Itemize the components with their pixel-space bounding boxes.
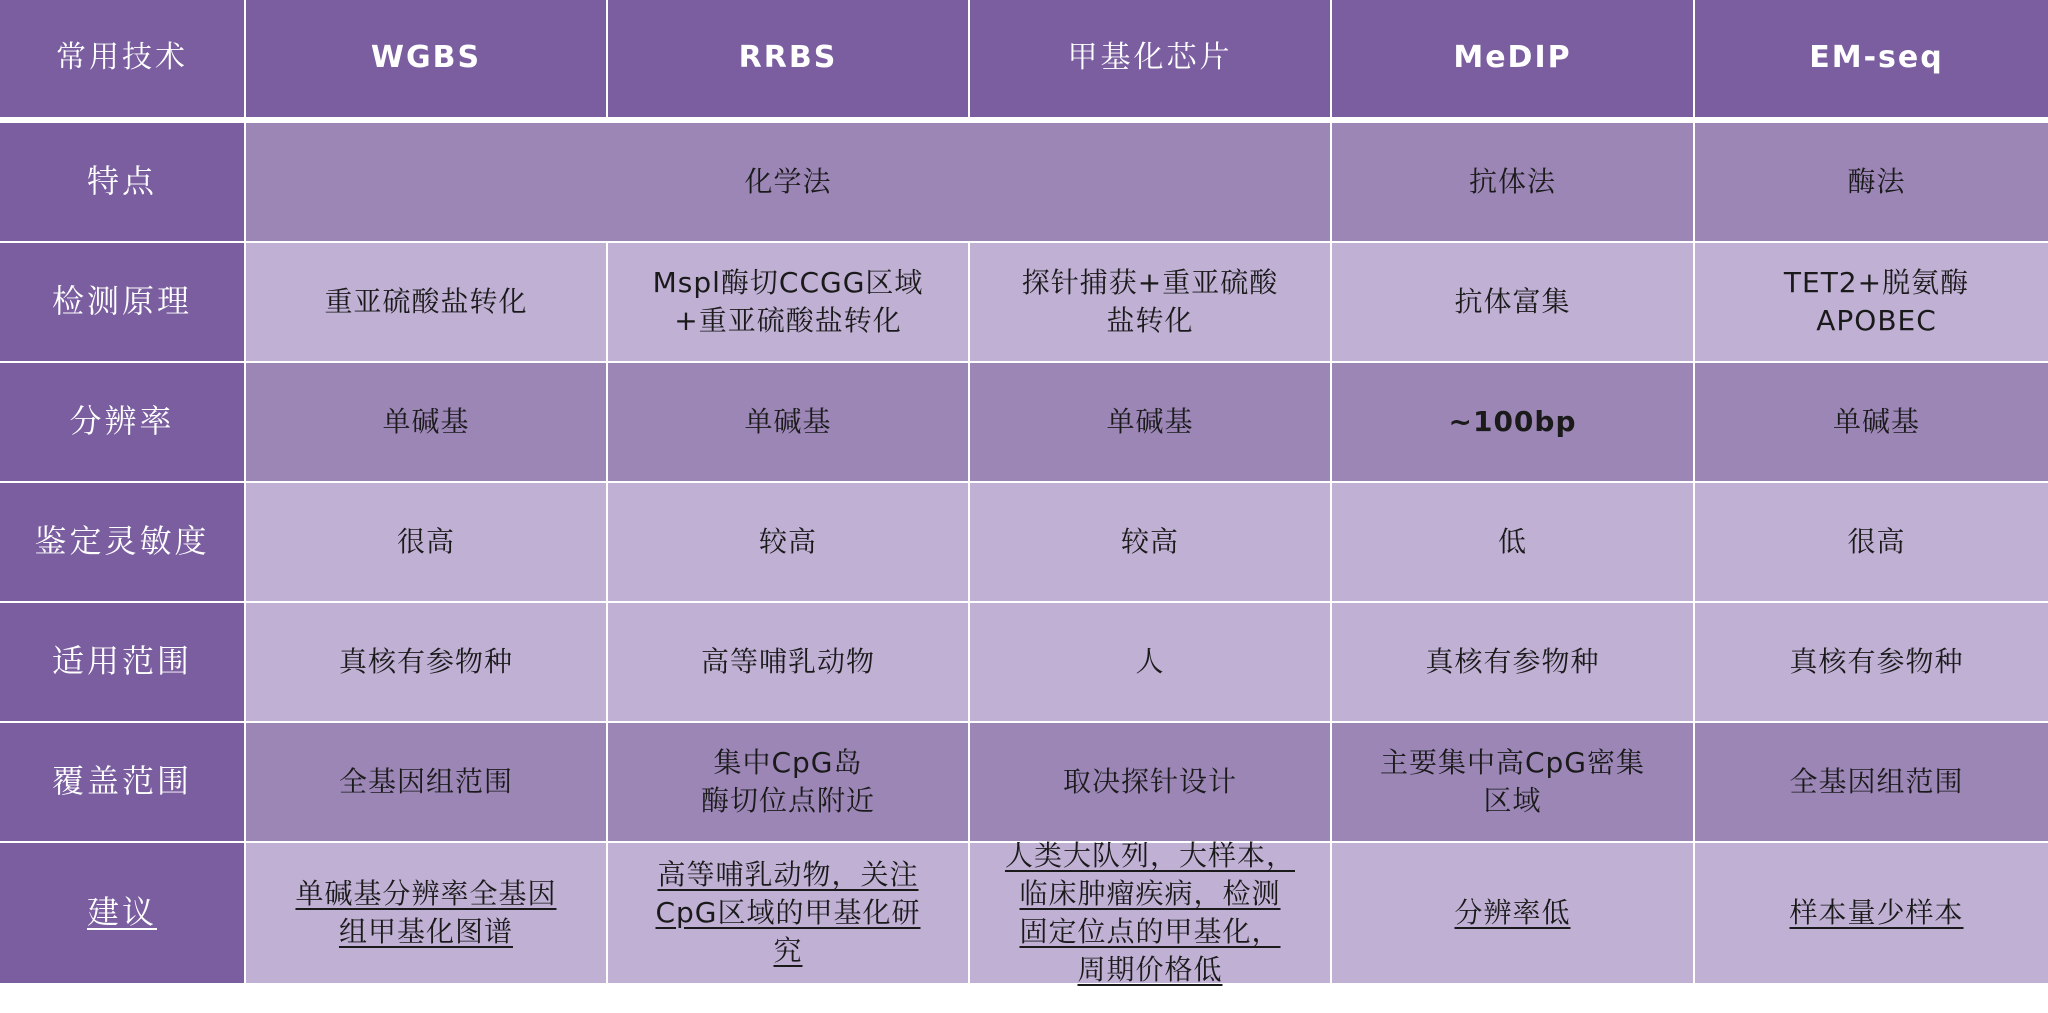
- table-cell: 取决探针设计: [970, 723, 1330, 841]
- table-cell: 较高: [608, 483, 968, 601]
- table-cell: 重亚硫酸盐转化: [246, 243, 606, 361]
- table-cell: 全基因组范围: [246, 723, 606, 841]
- table-cell: 单碱基: [970, 363, 1330, 481]
- table-cell: 高等哺乳动物: [608, 603, 968, 721]
- table-cell: [1332, 723, 1693, 841]
- table-cell: 真核有参物种: [1695, 603, 2048, 721]
- row-label-features: 特点: [0, 123, 244, 241]
- header-methylation-chip: 甲基化芯片: [970, 0, 1330, 117]
- table-cell: 单碱基: [608, 363, 968, 481]
- header-common-tech: 常用技术: [0, 0, 244, 117]
- table-cell: 单碱基: [1695, 363, 2048, 481]
- recommendation-link-em-seq[interactable]: [1695, 843, 2048, 983]
- table-cell: [608, 723, 968, 841]
- recommendation-link-chip[interactable]: [970, 839, 1330, 986]
- row-label-resolution: 分辨率: [0, 363, 244, 481]
- table-cell: ~100bp: [1332, 363, 1693, 481]
- table-cell: [1695, 243, 2048, 361]
- cell-text: 单碱基分辨率全基因 组甲基化图谱: [295, 877, 557, 948]
- row-label-coverage: 覆盖范围: [0, 723, 244, 841]
- header-em-seq: EM-seq: [1695, 0, 2048, 117]
- cell-text: 高等哺乳动物，关注 CpG区域的甲基化研 究: [655, 858, 921, 967]
- header-medip: MeDIP: [1332, 0, 1693, 117]
- table-cell: 较高: [970, 483, 1330, 601]
- recommendation-link-medip[interactable]: [1332, 843, 1693, 983]
- table-cell: 全基因组范围: [1695, 723, 2048, 841]
- table-cell: 人: [970, 603, 1330, 721]
- cell-text: 分辨率低: [1454, 896, 1571, 930]
- row-label-applicable-scope: 适用范围: [0, 603, 244, 721]
- cell-text: 样本量少样本: [1789, 896, 1964, 930]
- features-antibody-method: 抗体法: [1332, 123, 1693, 241]
- cell-text: 主要集中高CpG密集 区域: [1379, 746, 1646, 817]
- table-cell: 很高: [246, 483, 606, 601]
- cell-text: TET2+脱氨酶 APOBEC: [1783, 266, 1970, 337]
- table-cell: 抗体富集: [1332, 243, 1693, 361]
- recommendation-link-wgbs[interactable]: [246, 843, 606, 983]
- row-label-detection-principle: 检测原理: [0, 243, 244, 361]
- header-rrbs: RRBS: [608, 0, 968, 117]
- cell-text: 集中CpG岛 酶切位点附近: [700, 746, 875, 817]
- table-cell: 单碱基: [246, 363, 606, 481]
- row-label-sensitivity: 鉴定灵敏度: [0, 483, 244, 601]
- cell-text: Mspl酶切CCGG区域 +重亚硫酸盐转化: [652, 266, 924, 337]
- table-cell: [608, 243, 968, 361]
- cell-text: 人类大队列，大样本， 临床肿瘤疾病，检测 固定位点的甲基化， 周期价格低: [1004, 839, 1295, 986]
- features-chemical-method: 化学法: [246, 123, 1330, 241]
- cell-text: 探针捕获+重亚硫酸 盐转化: [1021, 266, 1279, 337]
- row-label-recommendation-link[interactable]: 建议: [0, 843, 244, 983]
- table-cell: 真核有参物种: [1332, 603, 1693, 721]
- table-cell: 很高: [1695, 483, 2048, 601]
- header-separator: [0, 117, 2048, 121]
- table-cell: [970, 243, 1330, 361]
- table-cell: 低: [1332, 483, 1693, 601]
- header-wgbs: WGBS: [246, 0, 606, 117]
- recommendation-link-rrbs[interactable]: [608, 843, 968, 983]
- table-cell: 真核有参物种: [246, 603, 606, 721]
- features-enzyme-method: 酶法: [1695, 123, 2048, 241]
